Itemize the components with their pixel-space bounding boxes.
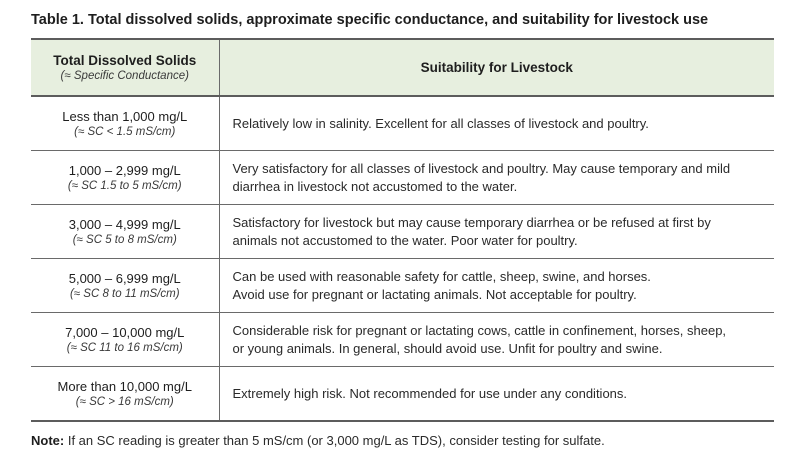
sc-range: (≈ SC 11 to 16 mS/cm) <box>66 342 183 354</box>
suitability-text: Relatively low in salinity. Excellent for all classes of livestock and poultry. <box>232 115 649 131</box>
tds-range-cell <box>31 151 219 205</box>
table-caption: Table 1. Total dissolved solids, approximate specific conductance, and suitability for livestock use <box>31 12 709 28</box>
tds-range-cell <box>31 96 219 151</box>
table-row <box>31 96 774 151</box>
suitability-text-line-1: Considerable risk for pregnant or lactating cows, cattle in confinement, horses, sheep, <box>232 322 727 338</box>
sc-range: (≈ SC > 16 mS/cm) <box>75 396 174 408</box>
sc-range: (≈ SC 8 to 11 mS/cm) <box>69 288 180 300</box>
tds-range: 7,000 – 10,000 mg/L <box>65 325 185 340</box>
tds-range-cell <box>31 205 219 259</box>
suitability-cell <box>219 259 774 313</box>
tds-range: 5,000 – 6,999 mg/L <box>68 271 181 286</box>
table-row <box>31 313 774 367</box>
suitability-cell <box>219 313 774 367</box>
table-row <box>31 151 774 205</box>
suitability-cell <box>219 205 774 259</box>
tds-range-cell <box>31 367 219 422</box>
suitability-text-line-2: diarrhea in livestock not accustomed to the water. <box>232 178 518 194</box>
note-text: If an SC reading is greater than 5 mS/cm (or 3,000 mg/L as TDS), consider testing for sulfate. <box>64 433 605 448</box>
table-header-row <box>31 39 774 96</box>
suitability-text-line-1: Very satisfactory for all classes of livestock and poultry. May cause temporary and mild <box>232 160 731 176</box>
suitability-text-line-1: Satisfactory for livestock but may cause temporary diarrhea or be refused at first by <box>232 214 711 230</box>
table-row <box>31 367 774 422</box>
sc-range: (≈ SC 5 to 8 mS/cm) <box>72 234 177 246</box>
tds-range-cell <box>31 259 219 313</box>
suitability-cell <box>219 96 774 151</box>
tds-range: 1,000 – 2,999 mg/L <box>68 163 181 178</box>
table-note <box>31 433 605 448</box>
suitability-text-line-2: animals not accustomed to the water. Poor water for poultry. <box>232 232 578 248</box>
table-row <box>31 205 774 259</box>
suitability-text-line-2: or young animals. In general, should avoid use. Unfit for poultry and swine. <box>232 340 663 356</box>
column-header-tds <box>31 39 219 96</box>
tds-range: Less than 1,000 mg/L <box>62 109 188 124</box>
suitability-text-line-2: Avoid use for pregnant or lactating animals. Not acceptable for poultry. <box>232 286 637 302</box>
tds-range-cell <box>31 313 219 367</box>
table-row <box>31 259 774 313</box>
sc-range: (≈ SC < 1.5 mS/cm) <box>74 126 176 138</box>
column-header-tds-subtitle: (≈ Specific Conductance) <box>60 70 189 82</box>
note-label: Note: <box>31 433 65 448</box>
column-header-tds-title: Total Dissolved Solids <box>53 53 197 68</box>
livestock-suitability-table <box>31 38 774 422</box>
suitability-text-line-1: Can be used with reasonable safety for cattle, sheep, swine, and horses. <box>232 268 651 284</box>
suitability-cell <box>219 151 774 205</box>
tds-range: More than 10,000 mg/L <box>57 379 192 394</box>
column-header-suitability: Suitability for Livestock <box>219 39 774 96</box>
tds-range: 3,000 – 4,999 mg/L <box>68 217 181 232</box>
suitability-cell <box>219 367 774 422</box>
sc-range: (≈ SC 1.5 to 5 mS/cm) <box>67 180 182 192</box>
suitability-text: Extremely high risk. Not recommended for use under any conditions. <box>232 385 628 401</box>
